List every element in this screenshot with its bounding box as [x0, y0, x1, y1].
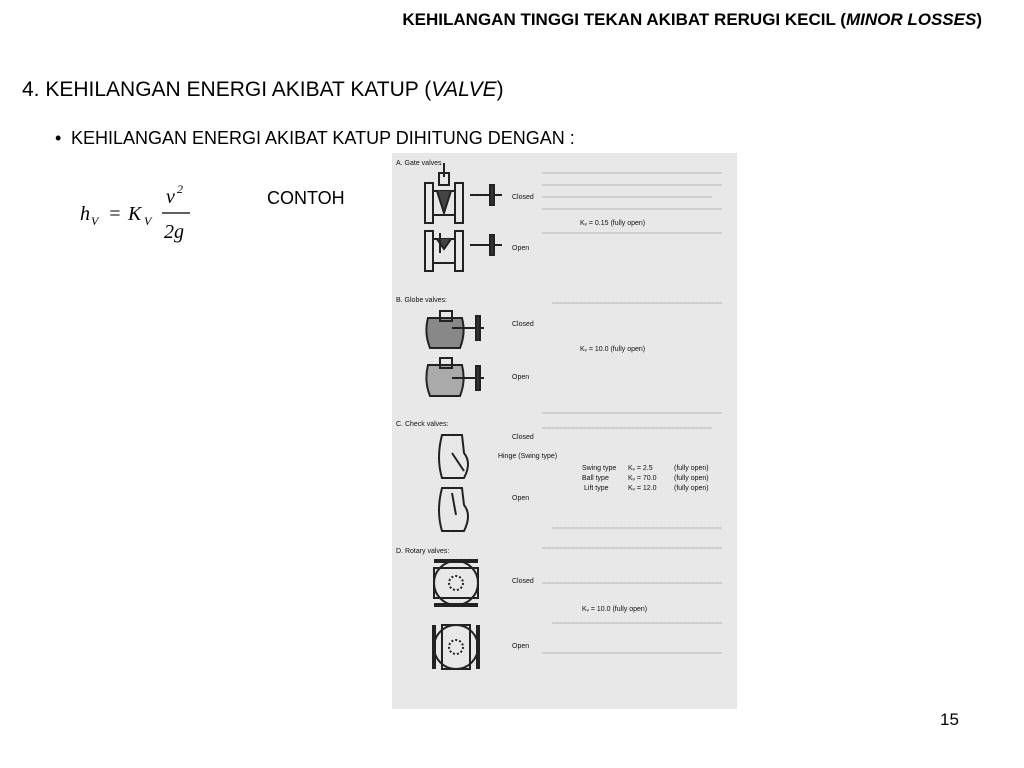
page-number: 15 [940, 710, 959, 729]
check-title: C. Check valves: [396, 421, 449, 428]
section-title-prefix: 4. KEHILANGAN ENERGI AKIBAT KATUP ( [22, 78, 432, 101]
formula-k: K [128, 203, 142, 225]
check-closed-label: Closed [512, 434, 534, 441]
check-types-table [582, 465, 709, 492]
globe-closed-label: Closed [512, 321, 534, 328]
check-type-name: Lift type [584, 485, 609, 492]
header-title [402, 10, 982, 30]
check-type-name: Ball type [582, 475, 609, 482]
check-type-name: Swing type [582, 465, 617, 472]
bullet-symbol: • [55, 128, 62, 148]
check-open-label: Open [512, 495, 530, 502]
check-type-kv: Kᵥ = 70.0 [628, 475, 657, 482]
formula-graphic [78, 178, 208, 248]
gate-closed-label: Closed [512, 194, 534, 201]
check-type-kv: Kᵥ = 12.0 [628, 485, 657, 492]
globe-title: B. Globe valves: [396, 297, 447, 304]
contoh-label: CONTOH [267, 188, 345, 208]
bullet-item [55, 128, 575, 149]
formula-exponent: 2 [177, 182, 183, 196]
check-hinge-label: Hinge (Swing type) [498, 453, 558, 460]
formula-denominator: 2g [164, 221, 184, 243]
check-type-kv: Kᵥ = 2.5 [628, 465, 653, 472]
formula-equals: = [108, 203, 122, 225]
rotary-kv: Kᵥ = 10.0 (fully open) [582, 606, 648, 613]
valve-figure [392, 153, 737, 709]
formula [78, 178, 208, 254]
valve-figure-graphic [392, 153, 737, 709]
formula-h: h [80, 203, 90, 225]
globe-open-label: Open [512, 374, 530, 381]
section-title [22, 78, 504, 102]
header-title-prefix: KEHILANGAN TINGGI TEKAN AKIBAT RERUGI KECIL ( [402, 10, 846, 29]
rotary-title: D. Rotary valves: [396, 548, 450, 555]
bullet-text: KEHILANGAN ENERGI AKIBAT KATUP DIHITUNG DENGAN : [71, 128, 575, 148]
check-type-note: (fully open) [674, 485, 709, 492]
formula-h-sub: V [91, 214, 99, 228]
header-title-italic: MINOR LOSSES [845, 10, 977, 29]
formula-numerator: v [166, 186, 175, 208]
rotary-open-label: Open [512, 643, 530, 650]
gate-kv: Kᵥ = 0.15 (fully open) [580, 220, 646, 227]
formula-k-sub: V [144, 214, 152, 228]
check-type-note: (fully open) [674, 465, 709, 472]
gate-title: A. Gate valves [396, 160, 442, 167]
gate-open-label: Open [512, 245, 530, 252]
section-title-italic: VALVE [431, 78, 497, 101]
header-title-suffix: ) [976, 10, 982, 29]
section-title-suffix: ) [496, 78, 504, 101]
check-type-note: (fully open) [674, 475, 709, 482]
rotary-closed-label: Closed [512, 578, 534, 585]
globe-kv: Kᵥ = 10.0 (fully open) [580, 346, 646, 353]
